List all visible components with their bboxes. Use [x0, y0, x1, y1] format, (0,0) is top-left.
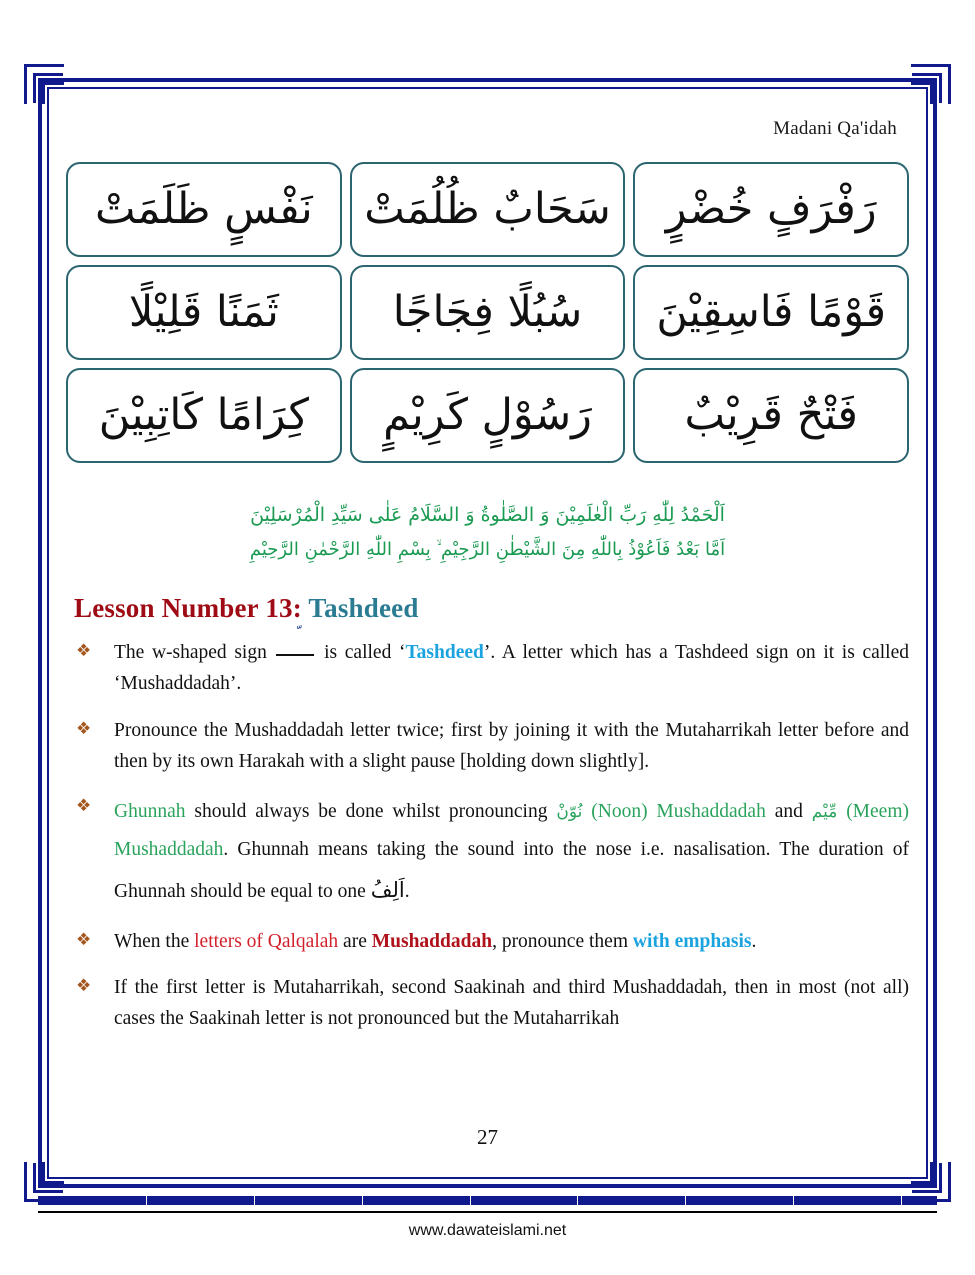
practice-word-box: [633, 265, 909, 360]
invocation-line-hamd: اَلْحَمْدُ لِلّٰهِ رَبِّ الْعٰلَمِيْنَ وَ الصَّلٰوةُ وَ السَّلَامُ عَلٰى سَيِّدِ الْمُرْسَلِيْنَ: [250, 504, 725, 526]
bullet-text-run: (Meem) Mushaddadah: [114, 801, 909, 861]
practice-word-text: رَفْرَفٍ خُضْرٍ: [665, 183, 877, 234]
practice-word-grid: [60, 162, 915, 463]
practice-word-box: [633, 368, 909, 463]
bullet-text: [114, 638, 909, 700]
bullet-text-run: .: [404, 880, 410, 902]
practice-word-box: [66, 368, 342, 463]
practice-word-text: رَسُوْلٍ كَرِيْمٍ: [383, 389, 592, 440]
bullet-qalqalah: [72, 927, 909, 958]
bullet-diamond-icon: ❖: [76, 929, 92, 949]
bullet-text-run: Ghunnah: [114, 801, 186, 823]
bullet-diamond-icon: ❖: [76, 796, 92, 816]
bullet-text-run: . Ghunnah means taking the sound into the nose i.e. nasalisation. The duration of Ghunnah should be equal to one: [114, 839, 909, 902]
bullet-text: [114, 793, 909, 910]
lesson-number-label: Lesson Number 13:: [74, 593, 302, 624]
practice-word-box: [350, 368, 626, 463]
bullet-diamond-icon: ❖: [76, 641, 92, 661]
bullet-text-run: is called ‘: [316, 642, 406, 664]
bullet-text-run: The w-shaped sign: [114, 642, 275, 664]
practice-word-box: [66, 162, 342, 257]
practice-word-box: [350, 265, 626, 360]
running-header-title: Madani Qa'idah: [773, 118, 897, 139]
bullet-text-run: If the first letter is Mutaharrikah, second Saakinah and third Mushaddadah, then in most (not all) cases the Saakinah letter is not pronounced but the Mutaharrikah: [114, 977, 909, 1030]
bullet-text-run: ’. A letter which has a Tashdeed sign on it is called ‘Mushaddadah’.: [114, 642, 909, 695]
practice-word-text: سَحَابٌ ظُلُمَتْ: [364, 183, 611, 234]
bullet-text-run: .: [751, 930, 757, 952]
bullet-text: [114, 927, 909, 958]
practice-word-text: فَتْحٌ قَرِيْبٌ: [684, 389, 858, 440]
practice-word-box: [633, 162, 909, 257]
bullet-pronounce-twice: [72, 716, 909, 778]
bullet-ghunnah: [72, 793, 909, 910]
bullet-text-run: مِّيْم: [811, 802, 838, 823]
lesson-topic-label: Tashdeed: [308, 593, 419, 624]
invocation-line-taawwuz: اَمَّا بَعْدُ فَاَعُوْذُ بِاللّٰهِ مِنَ الشَّيْطٰنِ الرَّجِيْمِ ۙ بِسْمِ اللّٰهِ الرَّحْمٰنِ الرَّحِيْمِ: [249, 539, 726, 561]
bullet-text-run: with emphasis: [632, 930, 752, 952]
bullet-text: [114, 973, 909, 1035]
page-number: 27: [477, 1125, 498, 1149]
lesson-bullet-list: [60, 638, 915, 1035]
bullet-tashdeed-sign: [72, 638, 909, 700]
practice-word-box: [350, 162, 626, 257]
bullet-text-run: Mushaddadah: [371, 930, 493, 952]
arabic-invocation-block: [60, 497, 915, 567]
tashdeed-baseline-rule: [276, 654, 314, 656]
tashdeed-sign-icon: [274, 638, 316, 669]
bullet-text-run: Pronounce the Mushaddadah letter twice; first by joining it with the Mutaharrikah letter before and then by its own Harakah with a slight pause [holding down slightly].: [114, 719, 909, 772]
bullet-text-run: are: [338, 930, 372, 952]
bullet-text-run: should always be done whilst pronouncing: [185, 801, 557, 823]
practice-word-text: ثَمَنًا قَلِيْلًا: [128, 286, 279, 337]
footer-rule: [38, 1211, 937, 1213]
practice-word-text: سُبُلًا فِجَاجًا: [392, 286, 583, 337]
practice-word-text: نَفْسٍ ظَلَمَتْ: [94, 183, 313, 234]
footer-decorative-bar: [38, 1196, 937, 1205]
bullet-diamond-icon: ❖: [76, 718, 92, 738]
page-content: [60, 98, 915, 1168]
bullet-diamond-icon: ❖: [76, 976, 92, 996]
bullet-text-run: نُوّنْ: [556, 802, 583, 823]
practice-word-text: قَوْمًا فَاسِقِيْنَ: [656, 286, 887, 337]
bullet-text-run: When the: [114, 930, 195, 952]
bullet-text-run: letters of Qalqalah: [194, 930, 339, 952]
bullet-text: [114, 716, 909, 778]
footer-website-url: www.dawateislami.net: [408, 1222, 567, 1239]
bullet-text-run: Tashdeed: [405, 642, 484, 664]
practice-word-box: [66, 265, 342, 360]
bullet-first-letter: [72, 973, 909, 1035]
tashdeed-glyph: [274, 622, 316, 646]
bullet-text-run: اَلِفُ: [370, 877, 405, 902]
practice-word-text: كِرَامًا كَاتِبِيْنَ: [98, 389, 309, 440]
page-title: [60, 593, 915, 624]
bullet-text-run: (Noon) Mushaddadah: [582, 801, 766, 823]
bullet-text-run: , pronounce them: [492, 930, 633, 952]
bullet-text-run: and: [765, 801, 812, 823]
